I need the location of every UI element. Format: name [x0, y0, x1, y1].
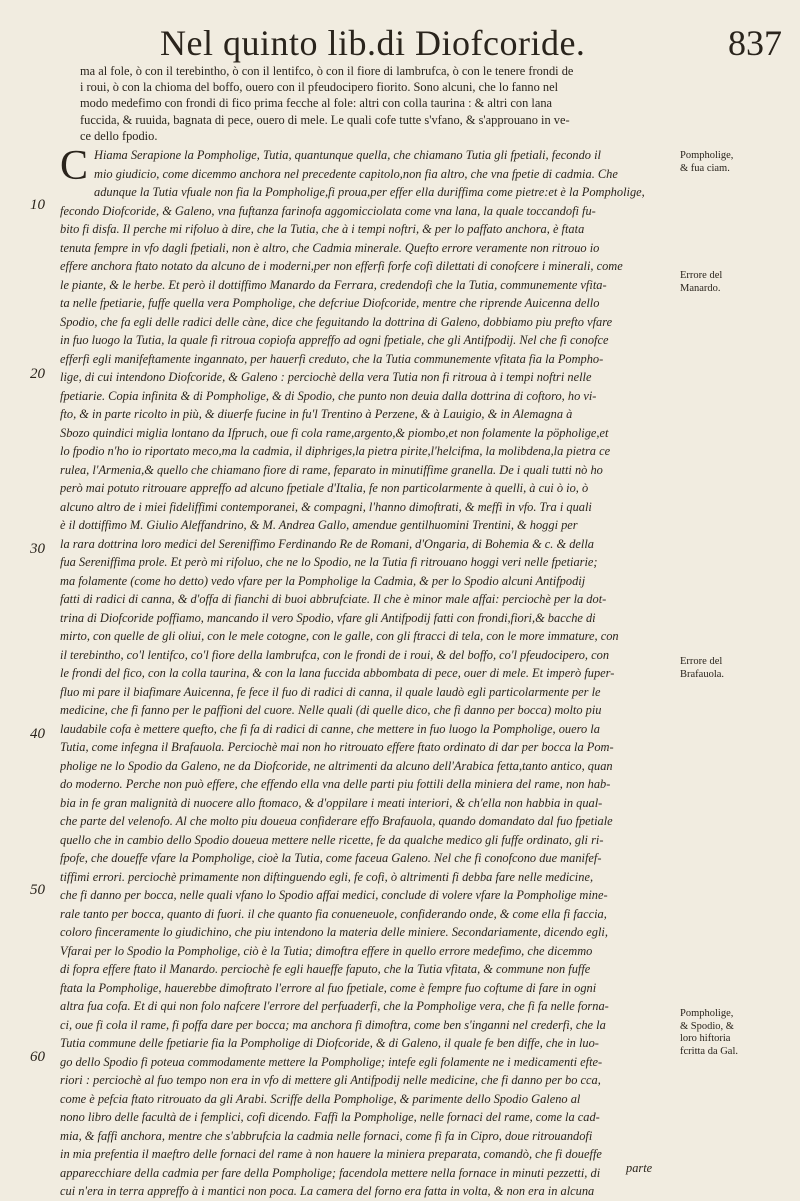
body-line: mia, & faffi anchora, mentre che s'abbrufcia la cadmia nelle fornaci, come fi fa in Cipro, doue ritrouandofi — [60, 1128, 593, 1143]
body-line: però mai potuto ritrouare appreffo ad alcuno fpetiale d'Italia, fe non particolarmente à quelli, à cui ò io, ò — [60, 481, 589, 495]
body-line: fpofe, che doueffe vfare la Pompholige, cioè la Tutia, come faceua Galeno. Nel che fi conofcono due manifef- — [60, 851, 602, 865]
body-line: nono libro delle facultà de i femplici, cofi dicendo. Faffi la Pompholige, nelle fornaci del rame, come la cad- — [60, 1110, 600, 1124]
body-line: tiffimi errori. perciochè primamente non diftinguendo egli, fe cofi, ò altrimenti fi debba fare nelle medicine, — [60, 869, 594, 884]
line-number: 60 — [30, 1049, 45, 1065]
drop-cap: C — [60, 143, 89, 189]
line-number: 10 — [30, 197, 45, 213]
body-line: mio giudicio, come dicemmo anchora nel precedente capitolo,non fia altro, che vna fpetie di cadmia. Che — [94, 166, 618, 181]
body-line: ci, oue fi cola il rame, fi poffa dare per bocca; ma anchora fi dimoftra, come ben s'inganni nel crederfi, che la — [60, 1017, 606, 1032]
intro-line: ma al fole, ò con il terebintho, ò con il lentifco, ò con il fiore di lambrufca, ò con le tenere frondi de — [80, 64, 574, 78]
body-line: ftata la Pompholige, hauerebbe dimoftrato l'errore al fuo fpetiale, come è fempre fuo coftume di fare in ogni — [60, 980, 597, 995]
body-line: lo fpodio n'ho io riportato meco,ma la cadmia, il diphriges,la pietra pirite,l'helcifma, la molibdena,la pietra ce — [60, 444, 611, 458]
line-number: 20 — [30, 366, 45, 382]
page-number: 837 — [728, 23, 782, 63]
body-line: di fopra effere ftato il Manardo. perciochè fe egli haueffe faputo, che la Tutia vfitata, & commune non fuffe — [60, 962, 591, 976]
side-note: Errore del Manardo. — [680, 270, 723, 294]
body-line: fpetiarie. Copia infinita & di Pompholige, & di Spodio, che punto non deuia dalla dottrina di coftoro, ho vi- — [60, 388, 597, 403]
intro-line: ce dello fpodio. — [80, 128, 158, 143]
body-line: bito fi disfa. Il perche mi rifoluo à dire, che la Tutia, che à i tempi noftri, & per lo paffato anchora, è ftata — [60, 222, 585, 236]
running-header: Nel quinto lib.di Diofcoride. — [160, 23, 586, 63]
body-line: adunque la Tutia vfuale non fia la Pompholige,fi proua,per effer ella duriffima come pietre:et è la Pompholige, — [94, 185, 645, 199]
body-line: alcuno altro de i miei fideliffimi contemporanei, & compagni, l'hanno dimoftrati, & meffi in vfo. Tra i quali — [60, 499, 592, 514]
body-line: Tutia commune delle fpetiarie fia la Pompholige di Diofcoride, & di Galeno, il quale fe ben diffe, che in luo- — [60, 1036, 599, 1050]
body-line: do moderno. Perche non può effere, che effendo ella vna delle parti piu fottili della miniera del rame, non hab- — [60, 777, 611, 791]
body-line: Spodio, che fa egli delle radici delle càne, dice che feguitando la dottrina di Galeno, dobbiamo piu prefto vfare — [60, 314, 613, 329]
body-line: mirto, con quelle de gli oliui, con le mele cotogne, con le galle, con gli ftracci di tela, con le more immature, con — [60, 629, 619, 643]
body-line: laudabile cofa è mettere quefto, che fi fa di radici di canne, che mettere in fuo luogo la Pompholige, ouero la — [60, 721, 600, 736]
body-line: Sbozo quindici miglia lontano da Ifpruch, oue fi cola rame,argento,& piombo,et non folamente la pöpholige,et — [60, 425, 609, 440]
body-line: riori : perciochè al fuo tempo non era in vfo di mettere gli Antifpodij nelle medicine, che fi danno per bo cca, — [60, 1073, 601, 1087]
body-line: ma folamente (come ho detto) vedo vfare per la Pompholige la Cadmia, & per lo Spodio alcuni Antifpodij — [60, 573, 586, 588]
body-line: effere anchora ftato notato da alcuno de i moderni,per non efferfi forfe cofi dilettati di conofcere i minerali, come — [60, 259, 623, 273]
body-line: ta nelle fpetiarie, fuffe quella vera Pompholige, che defcriue Diofcoride, mentre che riprende Auicenna dello — [60, 296, 600, 310]
line-number: 50 — [30, 882, 45, 898]
body-line: come è pefcia ftato ritrouato da gli Arabi. Scriffe della Pompholige, & parimente dello Spodio Galeno al — [60, 1091, 581, 1106]
body-line: altra fua cofa. Et di qui non folo nafcere l'errore del perfuaderfi, che la Pompholige vera, che fi fa nelle forna- — [60, 999, 609, 1013]
catchword: parte — [626, 1161, 653, 1175]
body-line: rulea, l'Armenia,& quello che chiamano fiore di rame, feparato in minutiffime granella. De i quali tutti nò ho — [60, 462, 603, 477]
body-line: pholige ne lo Spodio da Galeno, ne da Diofcoride, ne altrimenti da alcuno dell'Arabica fetta,tanto antico, quan — [60, 758, 613, 773]
body-line: in mia prefentia il maeftro delle fornaci del rame à non hauere la miniera preparata, comandò, che fi doueffe — [60, 1147, 602, 1161]
body-line: è il dottiffimo M. Giulio Aleffandrino, & M. Andrea Gallo, amendue gentilhuomini Trentini, & hoggi per — [60, 518, 578, 532]
body-line: fecondo Diofcoride, & Galeno, vna fuftanza farinofa aggomicciolata come vna lana, la quale toccandofi fu- — [60, 203, 596, 218]
intro-paragraph — [80, 63, 680, 144]
body-line: fluo mi pare il biafimare Auicenna, fe fece il fuo di radici di canna, il quale laudò egli particolarmente per le — [60, 684, 601, 699]
body-line: rale tanto per bocca, quanto di fuori. il che quanto fia conueneuole, confiderando onde, & come ella fi faccia, — [60, 906, 607, 921]
body-line: go dello Spodio fi poteua commodamente mettere la Pompholige; intefe egli folamente ne i medicamenti efte- — [60, 1054, 603, 1069]
body-line: la rara dottrina loro medici del Sereniffimo Ferdinando Re de Romani, d'Ongaria, di Bohemia & c. & della — [60, 536, 595, 551]
body-line: che fi danno per bocca, nelle quali vfano lo Spodio affai medici, conclude di volere vfare la Pompholige mine- — [60, 888, 608, 902]
body-line: efferfi egli manifeftamente ingannato, per hauerfi creduto, che la Tutia communemente vfitata fia la Pompho- — [60, 351, 604, 366]
body-line: fto, & in parte ricolto in più, & diuerfe fucine in fu'l Trentino à Perzene, & à Lauigio, & in Alemagna à — [60, 407, 573, 421]
line-number: 40 — [30, 726, 45, 742]
body-line: medicine, che fi fanno per le paffioni del cuore. Nelle quali (di quelle dico, che fi danno per bocca) molto piu — [60, 703, 602, 717]
body-line: bia in fe gran malignità di nuocere allo ftomaco, & d'oppilare i meati interiori, & ch'ella non habbia in qual- — [60, 795, 603, 810]
body-line: le frondi del fico, con la colla taurina, & con la lana fuccida abbombata di pece, ouer di mele. Et imperò fuper- — [60, 666, 615, 680]
body-line: Tutia, come infegna il Brafauola. Perciochè mai non ho ritrouato effere ftato ordinato di dar per bocca la Pom- — [60, 740, 614, 754]
body-line: coloro finceramente lo giudichino, che piu intendono la materia delle miniere. Secondariamente, dicendo egli, — [60, 925, 608, 939]
intro-line: fuccida, & ruuida, bagnata di pece, ouero di mele. Le quali cofe tutte s'vfano, & s'approuano in ve- — [80, 112, 570, 127]
body-line: il terebintho, co'l lentifco, co'l fiore della lambrufca, con le frondi de i roui, & del boffo, co'l pfeudocipero, con — [60, 647, 610, 662]
body-line: che parte del velenofo. Al che molto piu doueua confiderare effo Brafauola, quando domandato dal fuo fpetiale — [60, 814, 613, 828]
commentary-body — [60, 143, 672, 1201]
side-note: Pompholige, & fua ciam. — [680, 150, 734, 174]
body-line: trina di Diofcoride poffiamo, mancando il vero Spodio, vfare gli Antifpodij fatti con frondi,fiori,& bacche di — [60, 610, 596, 625]
intro-line: modo medefimo con frondi di fico prima fecche al fole: altri con colla taurina : & altri con lana — [80, 96, 553, 111]
body-line: lige, di cui intendono Diofcoride, & Galeno : perciochè della vera Tutia non fi ritroua à i tempi noftri nelle — [60, 370, 592, 384]
body-line: quello che in cambio dello Spodio doueua mettere nelle ricette, fe da qualche medico gli fuffe ordinato, gli ri- — [60, 832, 604, 847]
intro-line: i roui, ò con la chioma del boffo, ouero con il pfeudocipero fiorito. Sono alcuni, che lo fanno nel — [80, 80, 559, 95]
body-line: in fuo luogo la Tutia, la quale fi ritroua copiofa appreffo ad ogni fpetiale, che gli Antifpodij. Nel che fi conofce — [60, 333, 609, 347]
body-line: Vfarai per lo Spodio la Pompholige, ciò è la Tutia; dimoftra effere in quello errore medefimo, che dicemmo — [60, 943, 593, 958]
body-line: apparecchiare della cadmia per fare della Pompholige; facendola mettere nella fornace in minuti pezzetti, di — [60, 1165, 601, 1180]
side-note: Errore del Brafauola. — [680, 656, 725, 680]
body-line: le piante, & le herbe. Et però il dottiffimo Manardo da Ferrara, credendofi che la Tutia, communemente vfita- — [60, 277, 607, 292]
side-note: Pompholige, & Spodio, & loro hiftoria fcritta da Gal. — [680, 1008, 739, 1057]
body-line: tenuta fempre in vfo dagli fpetiali, non è altro, che Cadmia minerale. Quefto errore veramente non ritrouo io — [60, 240, 600, 255]
line-number: 30 — [30, 541, 45, 557]
body-line: fatti di radici di canna, & d'offa di fianchi di buoi abbrufciate. Il che è minor male affai: perciochè per la dot- — [60, 592, 607, 606]
body-line: cui n'era in terra appreffo à i mantici non poca. La camera del forno era fatta in volta, & non era in alcuna — [60, 1184, 595, 1198]
body-line: fua Sereniffima prole. Et però mi rifoluo, che ne lo Spodio, ne la Tutia fi ritrouano hoggi veri nelle fpetiarie; — [60, 555, 598, 569]
body-line: Hiama Serapione la Pompholige, Tutia, quantunque quella, che chiamano Tutia gli fpetiali, fecondo il — [94, 148, 601, 162]
